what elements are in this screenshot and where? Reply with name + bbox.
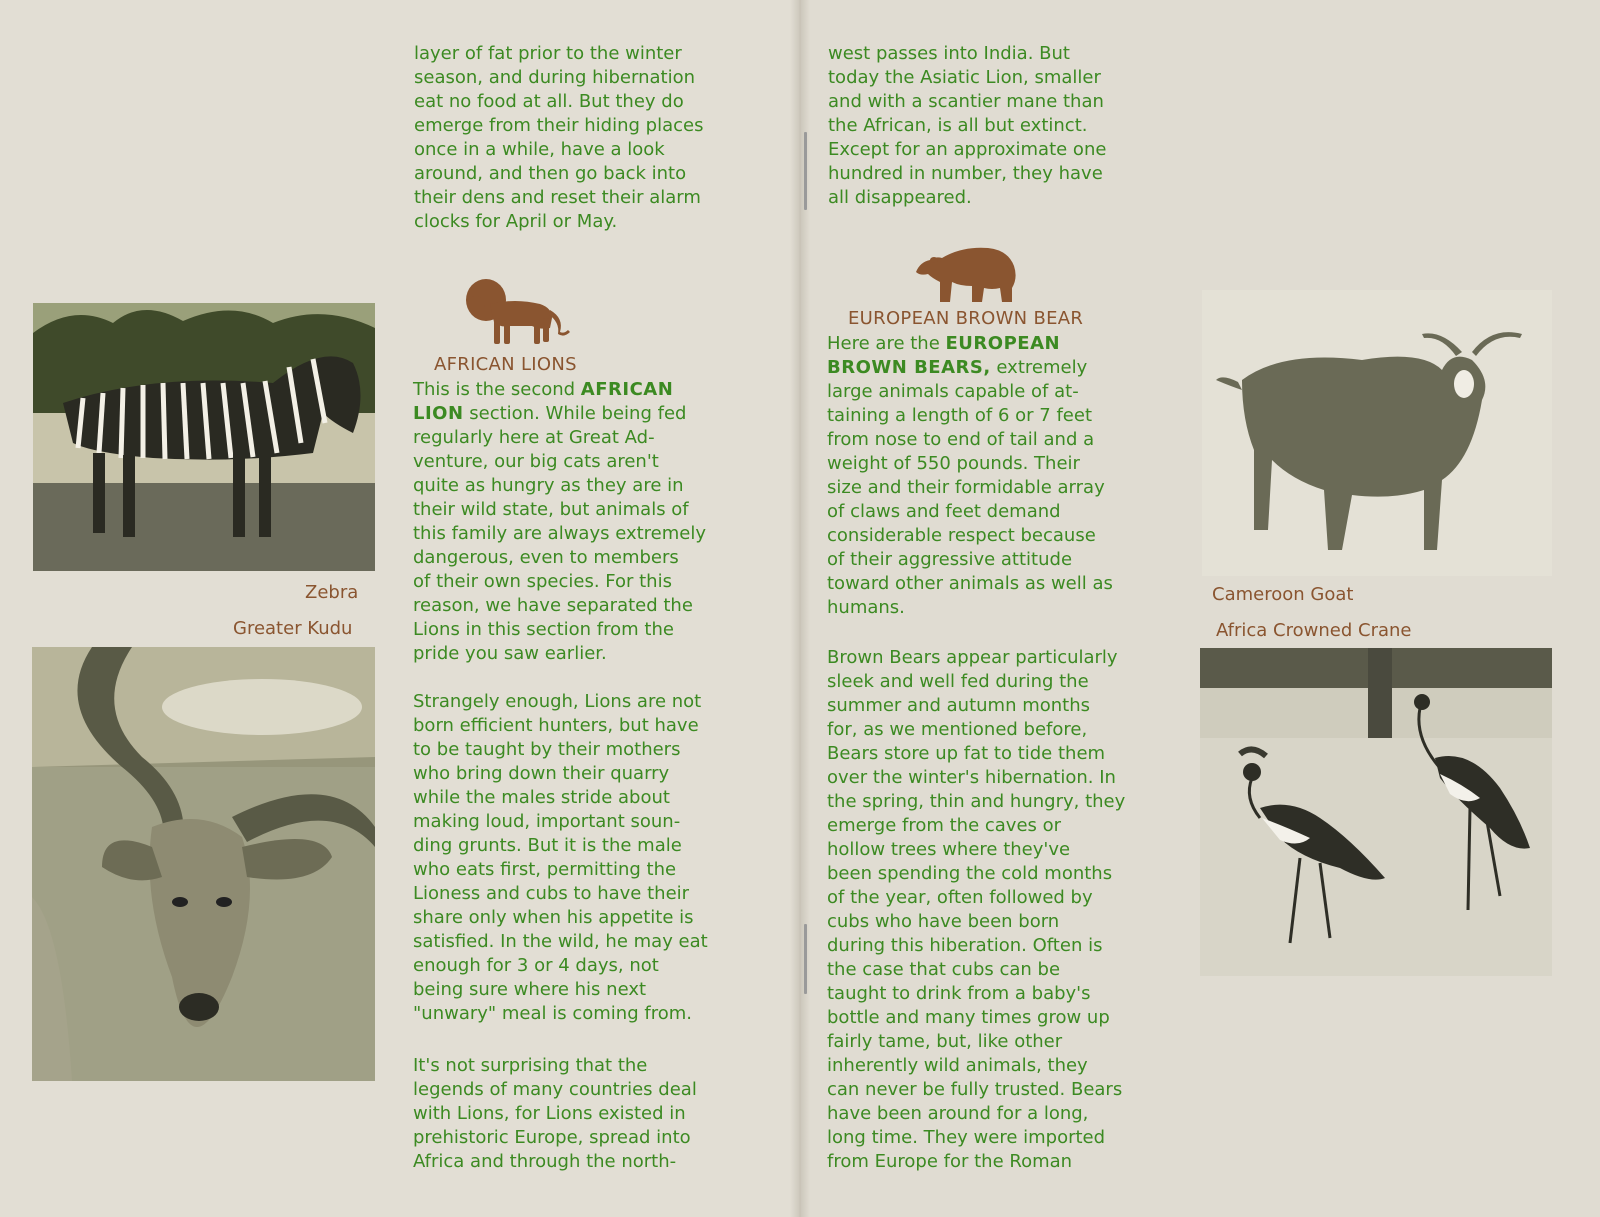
- staple-bottom: [804, 924, 807, 994]
- right-column-top-text: west passes into India. But today the Asiatic Lion, smaller and with a scantier mane than the African, is all but extinct. Except for an approximate one hundred in number, they have all disappeared.: [828, 43, 1107, 208]
- bear-intro-rest: extremely large animals capable of at- taining a length of 6 or 7 feet from nose to end of tail and a weight of 550 pounds. Their size and their formidable array of claws and feet demand considerable respect because of their aggressive attitude toward other animals as well as humans.: [827, 357, 1113, 618]
- cameroon-goat-photo: [1202, 290, 1552, 576]
- left-column-top-text: layer of fat prior to the winter season, and during hibernation eat no food at all. But they do emerge from their hiding places once in a while, have a look around, and then go back into their dens and reset their alarm clocks for April or May.: [414, 43, 704, 232]
- staple-top: [804, 132, 807, 210]
- bear-intro-paragraph: [827, 332, 1187, 620]
- lion-paragraph-2: Strangely enough, Lions are not born efficient hunters, but have to be taught by their mothers who bring down their quarry while the males stride about making loud, important soun- ding grunts. But it is the male who eats first, permitting the Lioness and cubs to have their share only when his appetite is satisfied. In the wild, he may eat enough for 3 or 4 days, not being sure where his next "unwary" meal is coming from.: [413, 691, 708, 1024]
- kudu-caption: Greater Kudu: [233, 618, 353, 639]
- lion-icon: [460, 278, 572, 346]
- bear-intro-prefix: Here are the: [827, 333, 946, 354]
- lion-intro-paragraph: [413, 378, 793, 666]
- lion-intro-prefix: This is the second: [413, 379, 581, 400]
- bear-paragraph-2: Brown Bears appear particularly sleek and well fed during the summer and autumn months for, as we mentioned before, Bears store up fat to tide them over the winter's hibernation. In the spring, thin and hungry, they emerge from the caves or hollow trees where they've been spending the cold months of the year, often followed by cubs who have been born during this hiberation. Often is the case that cubs can be taught to drink from a baby's bottle and many times grow up fairly tame, but, like other inherently wild animals, they can never be fully trusted. Bears have been around for a long, long time. They were imported from Europe for the Roman: [827, 647, 1126, 1172]
- lion-intro-bold: AFRICAN LION: [413, 379, 674, 424]
- zebra-photo: [33, 303, 375, 571]
- lion-paragraph-3: It's not surprising that the legends of many countries deal with Lions, for Lions existed in prehistoric Europe, spread into Africa and through the north-: [413, 1055, 697, 1172]
- crane-caption: Africa Crowned Crane: [1216, 620, 1412, 641]
- zebra-caption: Zebra: [305, 582, 359, 603]
- greater-kudu-photo: [32, 647, 375, 1081]
- bear-icon: [912, 242, 1020, 304]
- crowned-crane-photo: [1200, 648, 1552, 976]
- bear-intro-bold: EUROPEAN BROWN BEARS,: [827, 333, 1061, 378]
- african-lions-heading: AFRICAN LIONS: [434, 354, 577, 375]
- book-gutter: [790, 0, 810, 1217]
- lion-intro-rest: section. While being fed regularly here at Great Ad- venture, our big cats aren't quite as hungry as they are in their wild state, but animals of this family are always extremely dangerous, even to members of their own species. For this reason, we have separated the Lions in this section from the pride you saw earlier.: [413, 403, 707, 664]
- goat-caption: Cameroon Goat: [1212, 584, 1354, 605]
- european-brown-bear-heading: EUROPEAN BROWN BEAR: [848, 308, 1084, 329]
